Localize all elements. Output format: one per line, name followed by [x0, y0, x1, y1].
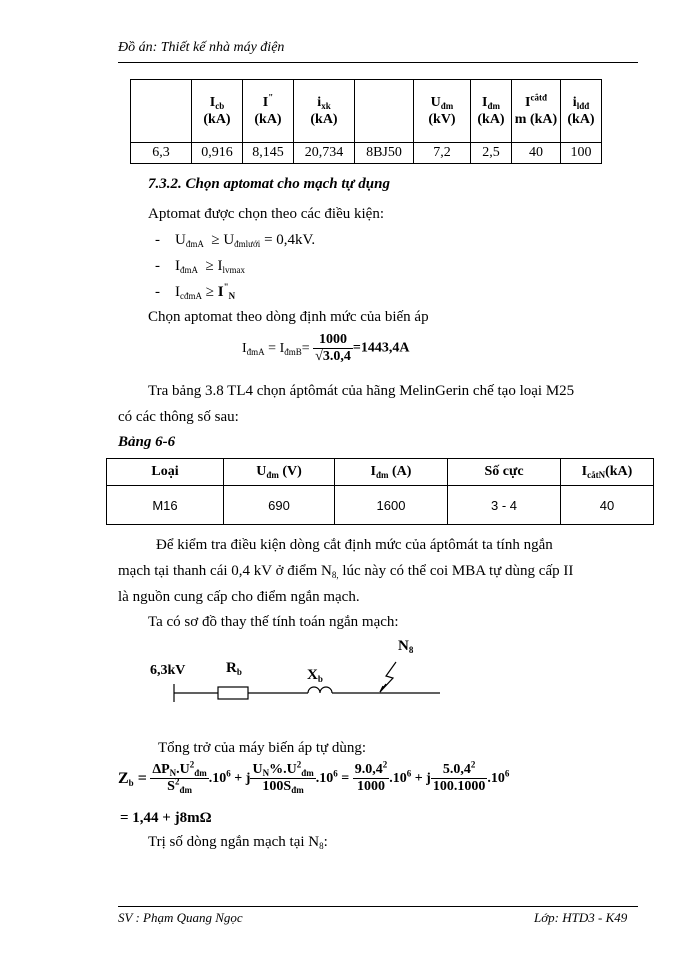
equivalent-circuit-diagram: [140, 640, 440, 720]
choose-text: Chọn aptomat theo dòng định mức của biến áp: [148, 309, 429, 325]
condition-1: - $U_{đmA} \ge U_{đmlưới} = 0,4kV$.: [155, 232, 316, 249]
value-cell: 1600: [335, 486, 448, 525]
conditions-intro: Aptomat được chọn theo các điều kiện:: [148, 206, 384, 222]
impedance-formula: $Z_b$ = $\frac{\Delta P_N.U^2_{đm}}{S^2_{đm}}$ $.10^6 + j$ $\frac{U_N\%.U^2_{đm}}{100S_{đm}}$ $.10^6$ = $\frac{9.0,4^2}{1000}$ $.10^6 + j$ $\frac{5.0,4^2}{100.1000}$ $.10^6$: [118, 759, 510, 795]
value-cell: 40: [512, 143, 561, 164]
table-caption: Bảng 6-6: [118, 434, 176, 450]
footer-rule: [118, 906, 638, 907]
value-cell: 20,734: [294, 143, 355, 164]
diagram-intro: Ta có sơ đồ thay thế tính toán ngắn mạch:: [148, 614, 399, 630]
header-cell: [131, 80, 192, 143]
header-cell: $I_{cắtN}(kA)$: [561, 459, 654, 486]
header-cell: $U_{đm}$ (kV): [414, 80, 471, 143]
page-header: Đồ án: Thiết kế nhà máy điện: [118, 40, 285, 55]
resistor-symbol: [218, 687, 248, 699]
breaker-table: [130, 79, 602, 164]
header-cell: $i_{xk}$ (kA): [294, 80, 355, 143]
header-cell: $I_{đm}$ (kA): [471, 80, 512, 143]
breaker-table-header-row: [131, 80, 602, 143]
value-cell: 690: [224, 486, 335, 525]
header-cell: $I^{cắtđ}$ m (kA): [512, 80, 561, 143]
source-voltage-label: 6,3kV: [150, 663, 186, 678]
value-cell: M16: [107, 486, 224, 525]
footer-student: SV : Phạm Quang Ngọc: [118, 910, 243, 925]
rated-current-formula: $I_{đmA} = I_{đmB}=$ $\frac{1000}{√3.0,4}$ =1443,4A: [242, 332, 410, 364]
section-title: 7.3.2. Chọn aptomat cho mạch tự dụng: [148, 176, 390, 192]
reactance-label: $X_b$: [307, 667, 323, 684]
value-cell: 0,916: [192, 143, 243, 164]
value-cell: 3 - 4: [448, 486, 561, 525]
aptomat-table-value-row: [107, 486, 654, 525]
fault-point-label: $N_8$: [398, 638, 414, 655]
condition-2: - $I_{đmA} \ge I_{lvmax}$: [155, 258, 245, 275]
footer-class: Lớp: HTD3 - K49: [534, 910, 628, 925]
header-cell: $I_{cb}$ (kA): [192, 80, 243, 143]
header-cell: Số cực: [448, 459, 561, 486]
header-cell: Loại: [107, 459, 224, 486]
aptomat-table: [106, 458, 654, 525]
impedance-intro: Tổng trở của máy biến áp tự dùng:: [158, 740, 367, 756]
header-cell: [355, 80, 414, 143]
value-cell: 2,5: [471, 143, 512, 164]
paragraph-2-line-2: mạch tại thanh cái 0,4 kV ở điểm $N_{8,}$ lúc này có thể coi MBA tự dùng cấp II: [118, 563, 574, 580]
paragraph-2-line-1: Để kiểm tra điều kiện dòng cắt định mức của áptômát ta tính ngắn: [156, 537, 553, 553]
header-cell: $i_{lđđ}$ (kA): [561, 80, 602, 143]
resistance-label: $R_b$: [226, 660, 242, 677]
paragraph-2-line-3: là nguồn cung cấp cho điểm ngắn mạch.: [118, 589, 360, 605]
header-cell: $I_{đm}$ (A): [335, 459, 448, 486]
header-rule: [118, 62, 638, 63]
last-line: Trị số dòng ngắn mạch tại $N_8$:: [148, 834, 328, 851]
aptomat-table-header-row: [107, 459, 654, 486]
value-cell: 8,145: [243, 143, 294, 164]
value-cell: 7,2: [414, 143, 471, 164]
paragraph-1-line-2: có các thông số sau:: [118, 409, 239, 425]
fault-arrow-head: [380, 684, 386, 692]
header-cell: $U_{đm}$ (V): [224, 459, 335, 486]
impedance-result: = 1,44 + j8mΩ: [120, 810, 212, 826]
value-cell: 8BJ50: [355, 143, 414, 164]
value-cell: 100: [561, 143, 602, 164]
inductor-symbol: [308, 687, 332, 693]
value-cell: 6,3: [131, 143, 192, 164]
condition-3: - $I_{cđmA} \ge I^"_N$: [155, 282, 236, 301]
header-cell: I" (kA): [243, 80, 294, 143]
value-cell: 40: [561, 486, 654, 525]
breaker-table-value-row: [131, 143, 602, 164]
paragraph-1-line-1: Tra bảng 3.8 TL4 chọn áptômát của hãng MelinGerin chế tạo loại M25: [148, 383, 575, 399]
